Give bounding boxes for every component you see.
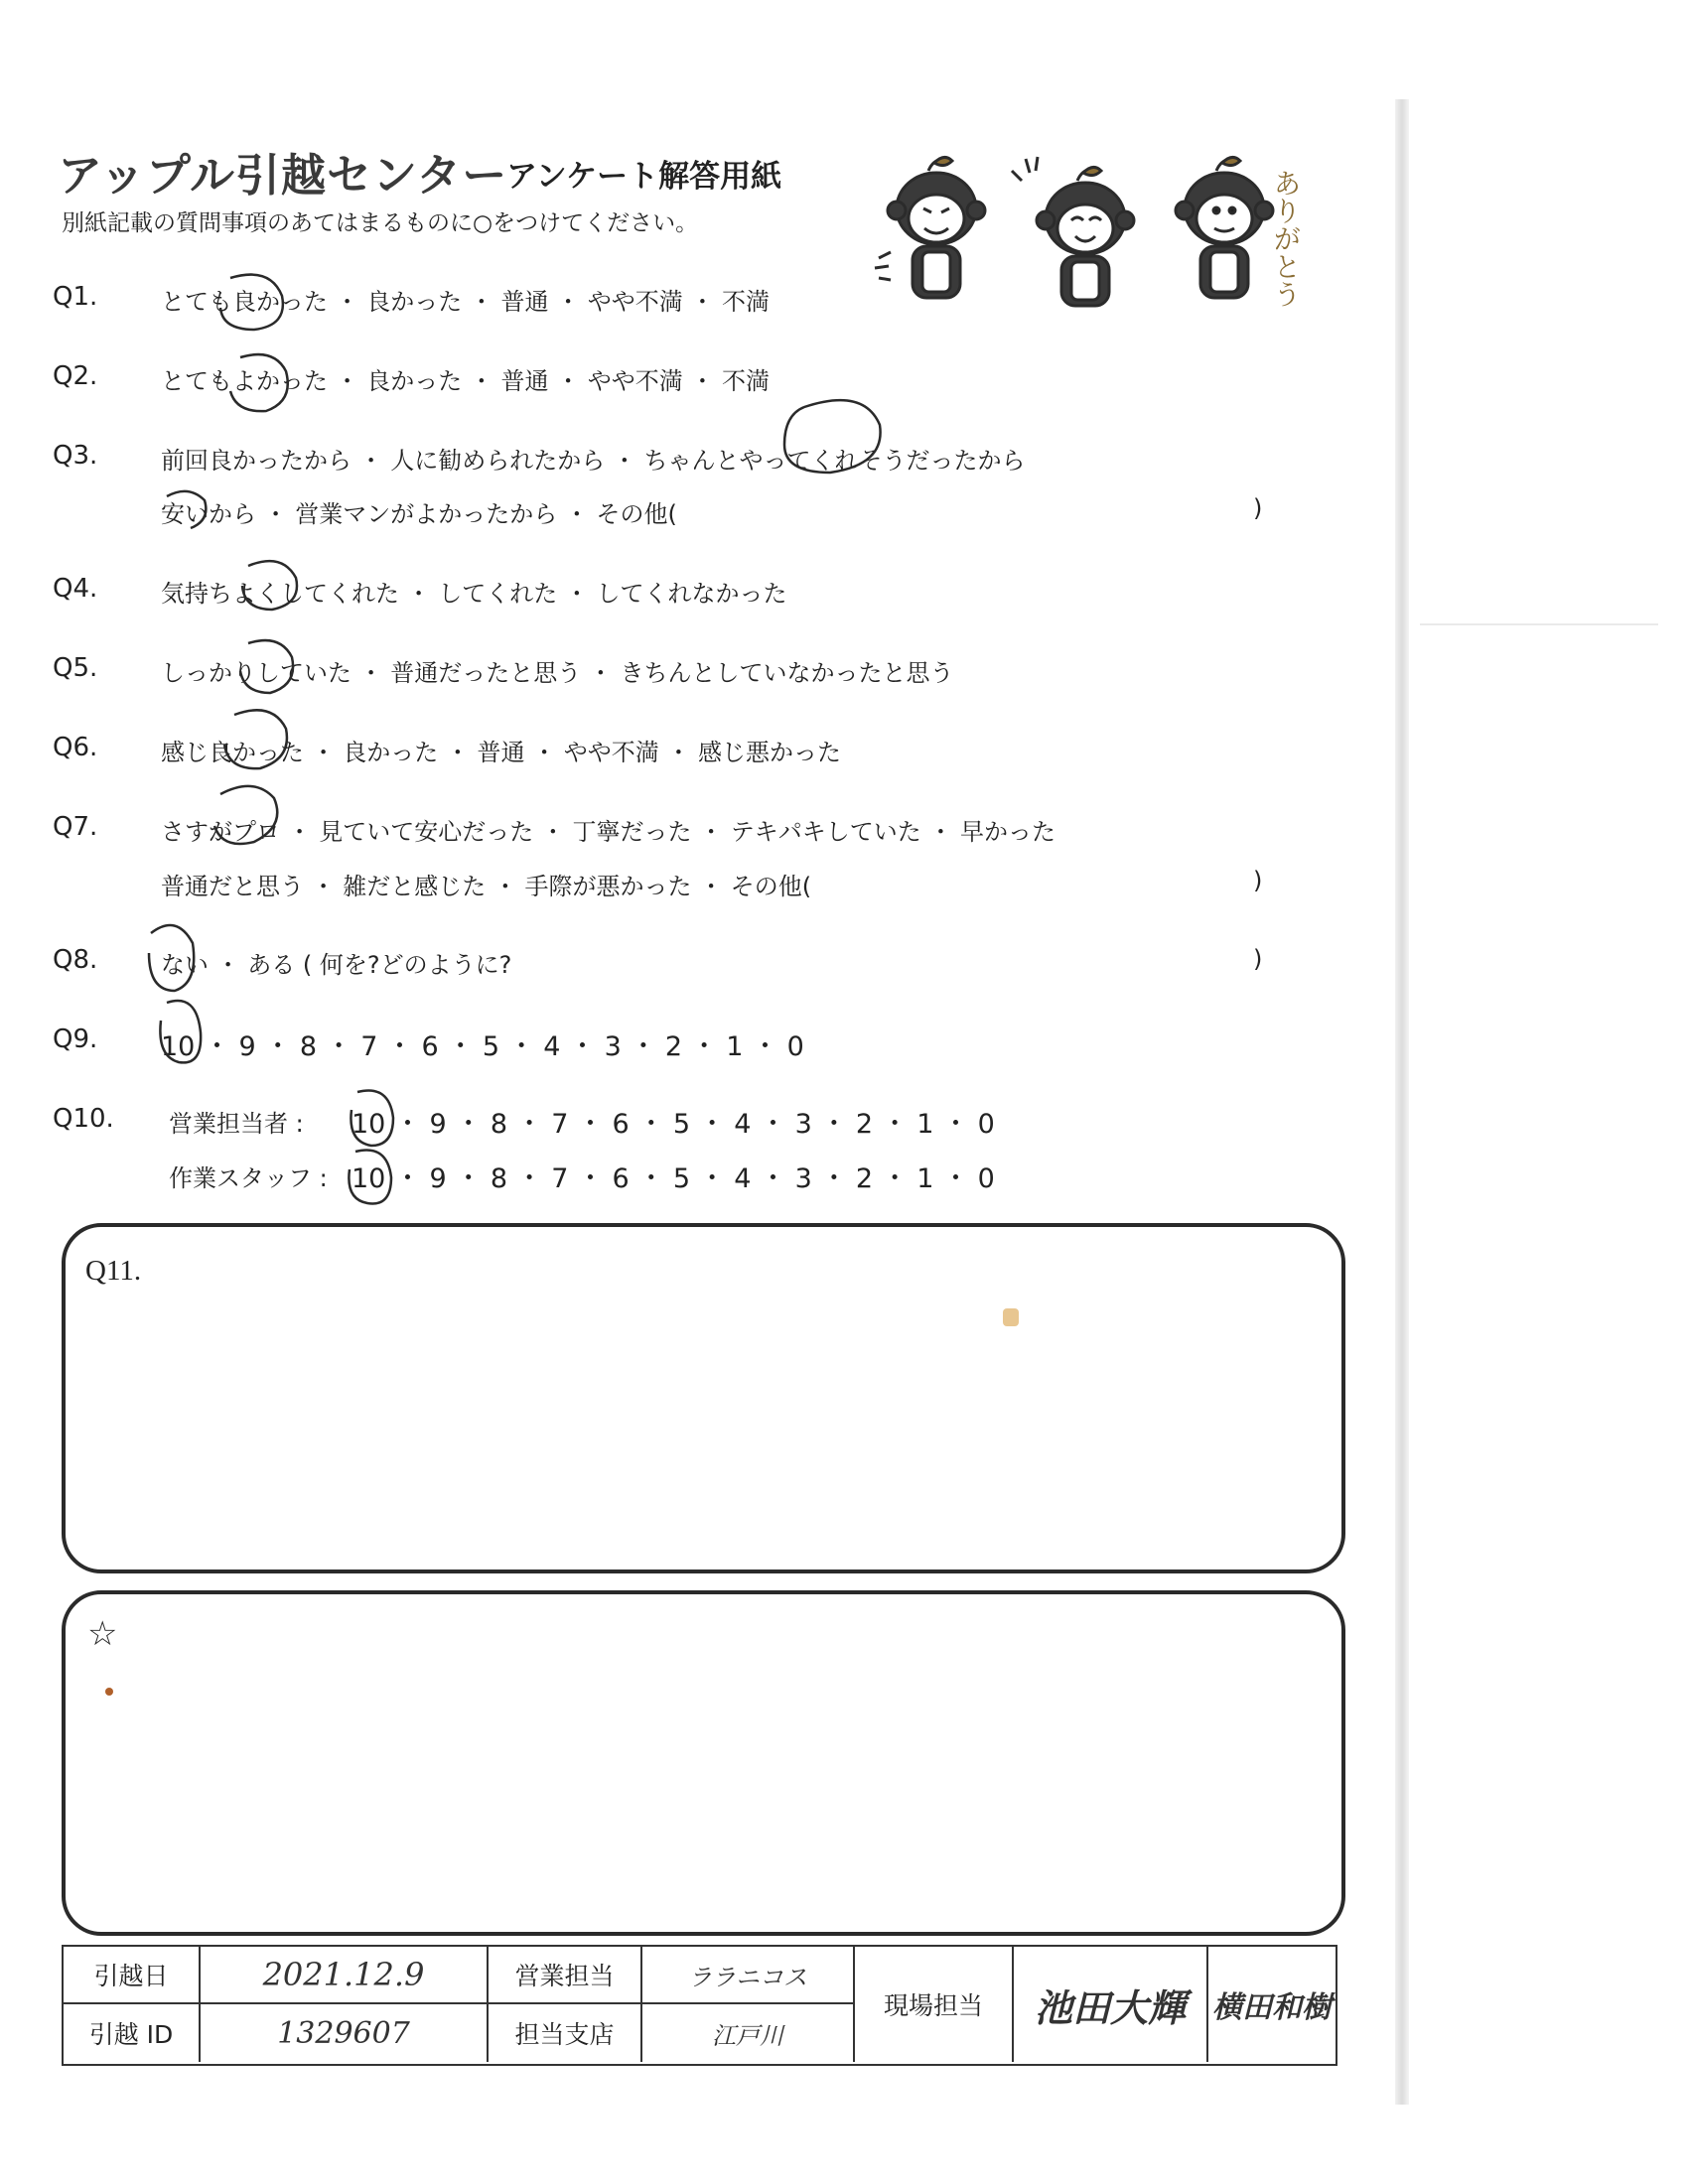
star-comment-box	[62, 1590, 1345, 1936]
site-staff-label: 現場担当	[855, 1947, 1014, 2062]
branch-value	[642, 2004, 855, 2062]
stain-dot	[105, 1688, 113, 1696]
sales-rep-handwriting: ララニコス	[688, 1963, 807, 1991]
q7-options-line1: さすがプロ ・ 見ていて安心だった ・ 丁寧だった ・ テキパキしていた ・ 早かった	[161, 818, 1056, 846]
q1-number: Q1.	[53, 282, 98, 312]
q4-number: Q4.	[53, 574, 98, 604]
q10-sales-label: 営業担当者 :	[169, 1110, 304, 1138]
monkey-1	[875, 157, 985, 298]
q7-number: Q7.	[53, 812, 98, 842]
site-staff-2-handwriting: 横田和樹	[1212, 1990, 1332, 2025]
q8-options: ない ・ ある ( 何を?どのように?	[161, 951, 512, 979]
q8-close-paren: )	[1253, 945, 1263, 973]
q10-number: Q10.	[53, 1104, 114, 1134]
q4-options: 気持ちよくしてくれた ・ してくれた ・ してくれなかった	[161, 580, 787, 608]
q3-close-paren: )	[1253, 494, 1263, 522]
monkey-mascots-illustration	[869, 149, 1326, 318]
monkey-2	[1012, 157, 1134, 306]
q10-staff-scale: 10 ・ 9 ・ 8 ・ 7 ・ 6 ・ 5 ・ 4 ・ 3 ・ 2 ・ 1 ・ 0	[352, 1163, 995, 1194]
q5-options: しっかりしていた ・ 普通だったと思う ・ きちんとしていなかったと思う	[161, 659, 954, 687]
table-divider-2	[489, 2002, 855, 2004]
sales-rep-value	[642, 1947, 855, 2002]
greeting-text: ありがとう	[1269, 169, 1303, 308]
q7-close-paren: )	[1253, 867, 1263, 894]
footer-info-table	[62, 1945, 1337, 2066]
q6-options: 感じ良かった ・ 良かった ・ 普通 ・ やや不満 ・ 感じ悪かった	[161, 739, 842, 766]
q10-staff-label: 作業スタッフ :	[169, 1164, 328, 1192]
q10-sales-scale: 10 ・ 9 ・ 8 ・ 7 ・ 6 ・ 5 ・ 4 ・ 3 ・ 2 ・ 1 ・ 0	[352, 1109, 995, 1140]
q9-number: Q9.	[53, 1024, 98, 1054]
site-staff-2-value	[1208, 1947, 1336, 2062]
q2-options: とてもよかった ・ 良かった ・ 普通 ・ やや不満 ・ 不満	[161, 367, 771, 395]
form-title: アンケート解答用紙	[506, 159, 782, 195]
company-title: アップル引越センター	[58, 149, 508, 202]
q5-number: Q5.	[53, 653, 98, 683]
move-date-handwriting: 2021.12.9	[262, 1956, 425, 1993]
move-date-value	[201, 1947, 489, 2002]
site-staff-1-value	[1014, 1947, 1208, 2062]
stain-mark	[1003, 1308, 1019, 1326]
q11-comment-box	[62, 1223, 1345, 1573]
q8-number: Q8.	[53, 945, 98, 975]
q6-number: Q6.	[53, 733, 98, 762]
star-label: ☆	[87, 1616, 118, 1653]
move-id-handwriting: 1329607	[277, 2015, 410, 2051]
move-id-value	[201, 2004, 489, 2062]
q11-label: Q11.	[85, 1255, 142, 1287]
q3-options-line2: 安いから ・ 営業マンがよかったから ・ その他(	[161, 500, 677, 528]
q1-options: とても良かった ・ 良かった ・ 普通 ・ やや不満 ・ 不満	[161, 288, 771, 316]
site-staff-1-handwriting: 池田大輝	[1034, 1984, 1186, 2030]
page-edge	[1395, 99, 1409, 2105]
scan-artifact	[1420, 623, 1658, 625]
move-id-label: 引越 ID	[64, 2004, 201, 2062]
move-date-label: 引越日	[64, 1947, 201, 2002]
q9-scale: 10 ・ 9 ・ 8 ・ 7 ・ 6 ・ 5 ・ 4 ・ 3 ・ 2 ・ 1 ・ 0	[161, 1031, 804, 1062]
branch-label: 担当支店	[489, 2004, 642, 2062]
q7-options-line2: 普通だと思う ・ 雑だと感じた ・ 手際が悪かった ・ その他(	[161, 873, 812, 900]
monkey-3	[1176, 157, 1273, 298]
instruction-text: 別紙記載の質問事項のあてはまるものに○をつけてください。	[62, 210, 699, 236]
branch-handwriting: 江戸川	[712, 2021, 783, 2050]
q3-options-line1: 前回良かったから ・ 人に勧められたから ・ ちゃんとやってくれそうだったから	[161, 447, 1026, 475]
q3-number: Q3.	[53, 441, 98, 471]
sales-rep-label: 営業担当	[489, 1947, 642, 2002]
q2-number: Q2.	[53, 361, 98, 391]
